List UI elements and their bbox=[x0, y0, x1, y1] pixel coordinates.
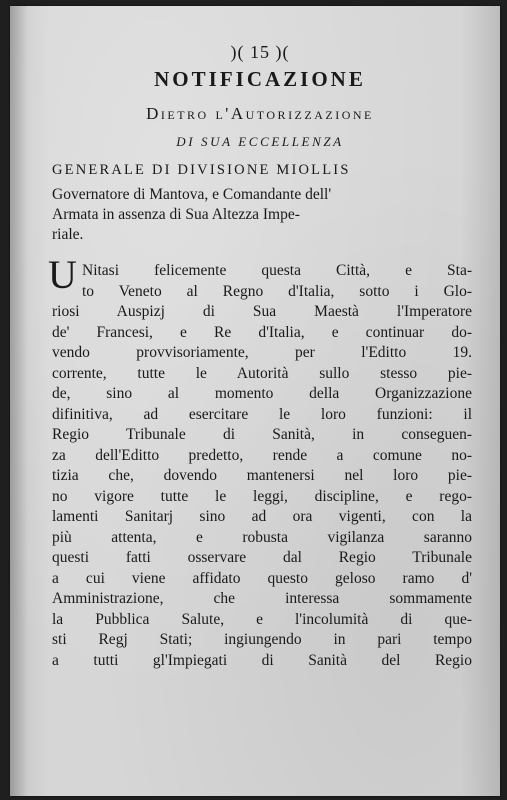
body-line: no vigore tutte le leggi, discipline, e rego- bbox=[52, 487, 472, 505]
body-line: Amministrazione, che interessa sommamente bbox=[52, 590, 472, 607]
body-line: de, sino al momento della Organizzazione bbox=[52, 385, 472, 402]
body-line: za dell'Editto predetto, rende a comune no- bbox=[52, 446, 472, 464]
body-line: a cui viene affidato questo geloso ramo d' bbox=[52, 569, 472, 587]
body-line: riosi Auspizj di Sua Maestà l'Imperatore bbox=[52, 303, 472, 320]
body-line: più attenta, e robusta vigilanza saranno bbox=[52, 528, 472, 546]
body-line: a tutti gl'Impiegati di Sanità del Regio bbox=[52, 651, 472, 669]
body-line: tizia che, dovendo mantenersi nel loro pie- bbox=[52, 467, 472, 484]
body-line: vendo provvisoriamente, per l'Editto 19. bbox=[52, 344, 472, 361]
document-content bbox=[44, 42, 476, 671]
body-line: sti Regj Stati; ingiungendo in pari tempo bbox=[52, 631, 472, 648]
notice-title: NOTIFICAZIONE bbox=[154, 67, 366, 91]
governor-line: Governatore di Mantova, e Comandante dell' bbox=[52, 186, 332, 203]
governor-line: Armata in assenza di Sua Altezza Impe- bbox=[52, 206, 300, 223]
document-page bbox=[10, 6, 500, 796]
drop-cap: U bbox=[48, 252, 77, 297]
body-line: to Veneto al Regno d'Italia, sotto i Glo- bbox=[82, 282, 472, 300]
excellency-line: DI SUA ECCELLENZA bbox=[176, 134, 344, 149]
body-line: lamenti Sanitarj sino ad ora vigenti, con la bbox=[52, 508, 472, 525]
body-line: corrente, tutte le Autorità sullo stesso pie- bbox=[52, 364, 472, 382]
body-line: Nitasi felicemente questa Città, e Sta- bbox=[82, 262, 472, 279]
body-line: questi fatti osservare dal Regio Tribunale bbox=[52, 549, 472, 566]
body-line: difinitiva, ad esercitare le loro funzioni: il bbox=[52, 405, 472, 423]
authorization-line: Dietro l'Autorizzazione bbox=[146, 104, 374, 123]
page-number: )( 15 )( bbox=[230, 42, 290, 62]
governor-line: riale. bbox=[52, 226, 84, 243]
body-paragraph bbox=[48, 252, 472, 671]
body-line: la Pubblica Salute, e l'incolumità di que- bbox=[52, 610, 472, 628]
page-fold-shadow bbox=[10, 6, 28, 796]
body-line: Regio Tribunale di Sanità, in conseguen- bbox=[52, 426, 472, 443]
governor-paragraph bbox=[52, 185, 472, 245]
general-line: GENERALE DI DIVISIONE MIOLLIS bbox=[52, 162, 351, 178]
body-line: de' Francesi, e Re d'Italia, e continuar do- bbox=[52, 323, 472, 341]
